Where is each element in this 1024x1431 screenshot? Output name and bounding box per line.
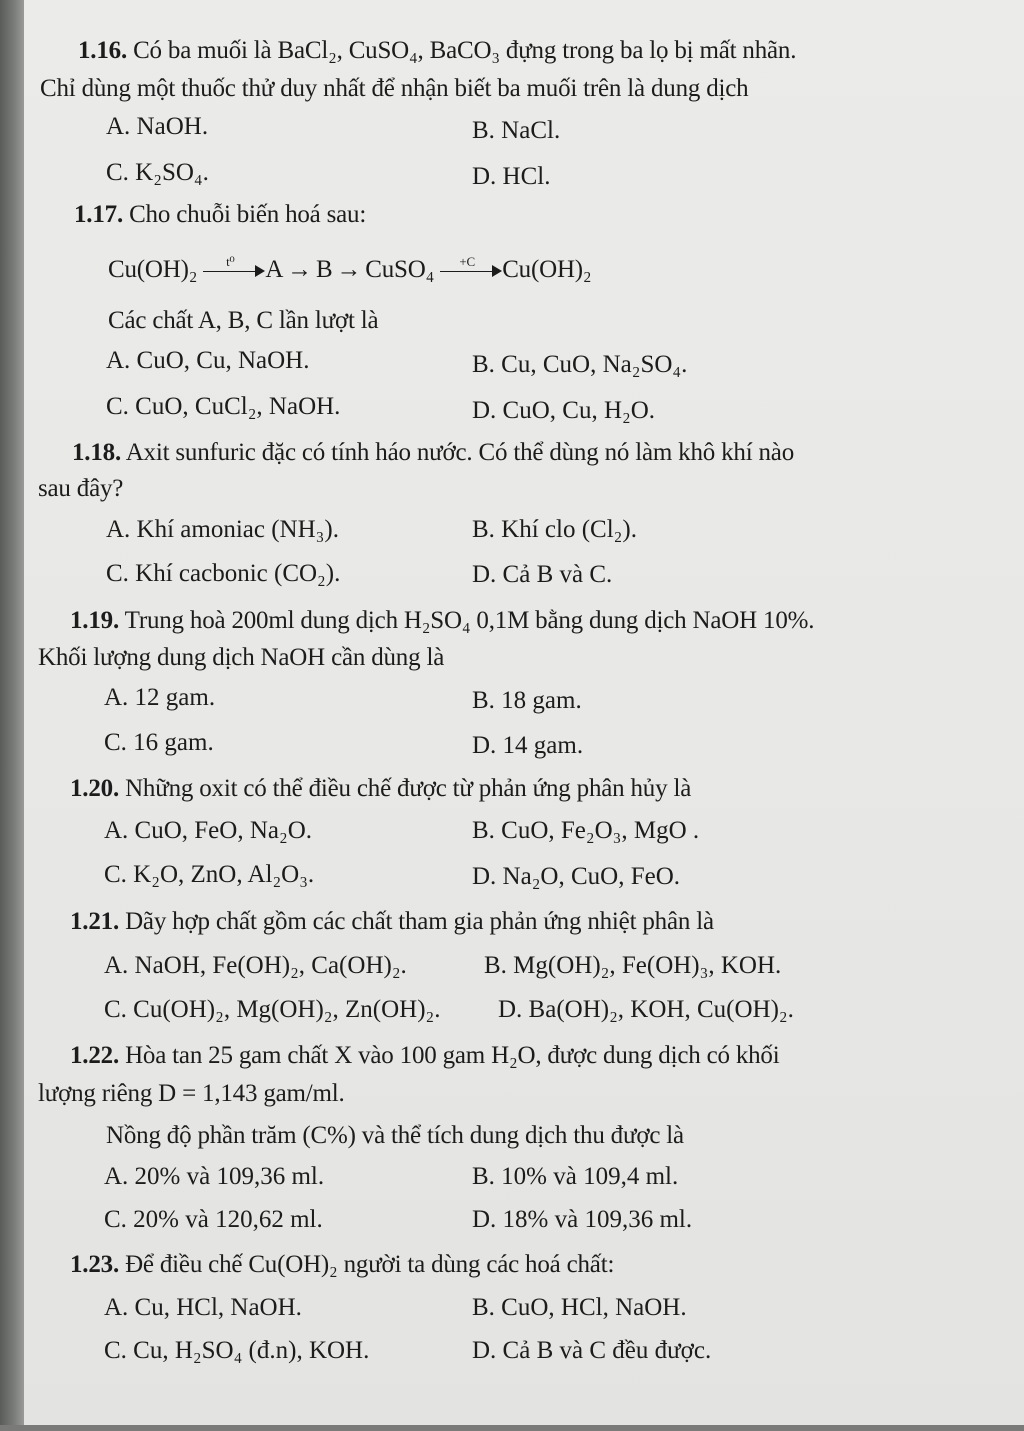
stem-text: Cho chuỗi biến hoá sau:	[129, 201, 367, 228]
question-number: 1.21.	[70, 908, 120, 935]
option-d: D. CuO, Cu, H₂O.	[472, 397, 656, 424]
question-number: 1.16.	[78, 37, 128, 64]
option-c: C. Cu, H₂SO₄ (đ.n), KOH.	[104, 1337, 370, 1364]
option-d: D. Cả B và C.	[472, 561, 613, 588]
question-prompt: Các chất A, B, C lần lượt là	[108, 307, 379, 334]
question-stem-line	[70, 606, 814, 636]
question-number: 1.19.	[70, 607, 120, 634]
question-stem-line: Khối lượng dung dịch NaOH cần dùng là	[38, 644, 445, 671]
scheme-mid: CuSO₄	[365, 256, 435, 283]
option-d: D. Cả B và C đều được.	[472, 1337, 712, 1364]
scheme-b: B	[315, 256, 333, 283]
question-number: 1.22.	[70, 1042, 120, 1069]
stem-text: Những oxit có thể điều chế được từ phản ứng phân hủy là	[125, 775, 692, 802]
option-d: D. 18% và 109,36 ml.	[472, 1206, 693, 1233]
option-d: D. Ba(OH)₂, KOH, Cu(OH)₂.	[498, 996, 794, 1023]
option-b: B. 10% và 109,4 ml.	[472, 1163, 679, 1190]
arrow-icon	[203, 254, 265, 281]
arrow-label: +C	[459, 254, 475, 270]
option-b: B. NaCl.	[472, 117, 561, 144]
question-stem-line	[70, 1250, 614, 1280]
scheme-end: Cu(OH)₂	[502, 256, 592, 283]
question-stem-line: lượng riêng D = 1,143 gam/ml.	[38, 1080, 345, 1107]
option-a: A. Khí amoniac (NH₃).	[106, 516, 339, 543]
option-b: B. Cu, CuO, Na₂SO₄.	[472, 351, 688, 378]
question-stem-line: Chỉ dùng một thuốc thử duy nhất để nhận biết ba muối trên là dung dịch	[40, 75, 749, 102]
option-a: A. 12 gam.	[104, 684, 216, 711]
option-c: C. 20% và 120,62 ml.	[104, 1206, 323, 1233]
option-a: A. 20% và 109,36 ml.	[104, 1163, 325, 1190]
question-stem-line	[78, 36, 796, 66]
option-c: C. Khí cacbonic (CO₂).	[106, 560, 341, 587]
option-a: A. NaOH.	[106, 113, 209, 140]
stem-text: Có ba muối là BaCl₂, CuSO₄, BaCO₃ đựng trong ba lọ bị mất nhãn.	[133, 37, 797, 64]
option-b: B. CuO, HCl, NaOH.	[472, 1294, 687, 1321]
arrow-icon: →	[336, 256, 362, 283]
scheme-start: Cu(OH)₂	[108, 256, 198, 283]
option-a: A. CuO, Cu, NaOH.	[106, 347, 310, 374]
stem-text: Để điều chế Cu(OH)₂ người ta dùng các hoá chất:	[125, 1251, 615, 1278]
arrow-label: t⁰	[226, 254, 235, 270]
option-c: C. K₂SO₄.	[106, 159, 209, 186]
arrow-icon	[440, 254, 502, 281]
stem-text: Trung hoà 200ml dung dịch H₂SO₄ 0,1M bằng dung dịch NaOH 10%.	[124, 607, 815, 634]
question-number: 1.18.	[72, 439, 122, 466]
option-c: C. 16 gam.	[104, 729, 214, 756]
stem-text: Hòa tan 25 gam chất X vào 100 gam H₂O, được dung dịch có khối	[125, 1042, 780, 1069]
option-c: C. Cu(OH)₂, Mg(OH)₂, Zn(OH)₂.	[104, 996, 441, 1023]
option-a: A. Cu, HCl, NaOH.	[104, 1294, 302, 1321]
option-a: A. CuO, FeO, Na₂O.	[104, 817, 313, 844]
option-b: B. Khí clo (Cl₂).	[472, 516, 637, 543]
question-number: 1.20.	[70, 775, 120, 802]
page-bottom-edge	[0, 1425, 1024, 1431]
option-b: B. Mg(OH)₂, Fe(OH)₃, KOH.	[484, 952, 782, 979]
reaction-scheme	[108, 255, 591, 285]
question-stem-line	[70, 907, 714, 937]
option-c: C. CuO, CuCl₂, NaOH.	[106, 393, 341, 420]
question-stem-line: sau đây?	[38, 475, 124, 502]
scheme-a: A	[265, 256, 284, 283]
option-a: A. NaOH, Fe(OH)₂, Ca(OH)₂.	[104, 952, 407, 979]
question-prompt: Nồng độ phần trăm (C%) và thể tích dung dịch thu được là	[106, 1122, 684, 1149]
question-number: 1.17.	[74, 201, 124, 228]
option-b: B. CuO, Fe₂O₃, MgO .	[472, 817, 700, 844]
option-b: B. 18 gam.	[472, 687, 582, 714]
arrow-icon: →	[287, 256, 312, 283]
question-stem-line	[72, 438, 794, 468]
option-c: C. K₂O, ZnO, Al₂O₃.	[104, 861, 315, 888]
stem-text: Dãy hợp chất gồm các chất tham gia phản ứng nhiệt phân là	[125, 908, 714, 935]
book-spine-shadow	[0, 0, 24, 1431]
question-stem-line	[70, 774, 691, 804]
question-stem-line	[74, 200, 366, 230]
option-d: D. 14 gam.	[472, 732, 584, 759]
question-number: 1.23.	[70, 1251, 120, 1278]
stem-text: Axit sunfuric đặc có tính háo nước. Có thể dùng nó làm khô khí nào	[125, 439, 794, 466]
option-d: D. Na₂O, CuO, FeO.	[472, 863, 681, 890]
option-d: D. HCl.	[472, 163, 551, 190]
question-stem-line	[70, 1041, 779, 1071]
